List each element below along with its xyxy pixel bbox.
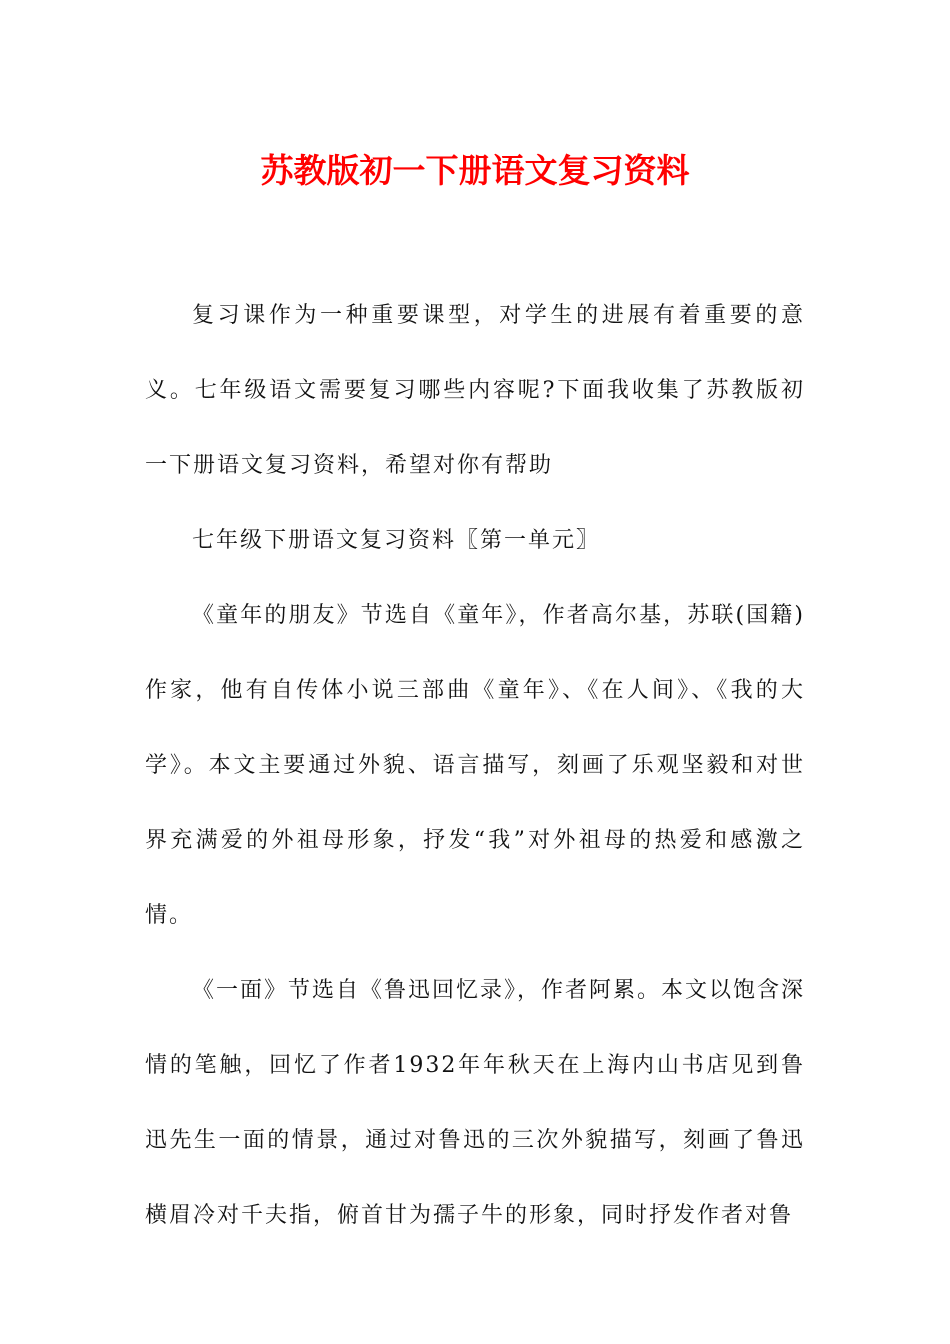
paragraph-childhood-friend: 《童年的朋友》节选自《童年》，作者高尔基，苏联(国籍)作家，他有自传体小说三部曲《童年》、《在人间》、《我的大学》。本文主要通过外貌、语言描写，刻画了乐观坚毅和对世界充满爱的外祖母形象，抒发“我”对外祖母的热爱和感激之情。 (145, 603, 805, 928)
paragraph-intro: 复习课作为一种重要课型，对学生的进展有着重要的意义。七年级语文需要复习哪些内容呢?下面我收集了苏教版初一下册语文复习资料，希望对你有帮助 (145, 303, 805, 478)
document-title: 苏教版初一下册语文复习资料 (260, 151, 690, 190)
paragraph-one-meeting: 《一面》节选自《鲁迅回忆录》，作者阿累。本文以饱含深情的笔触，回忆了作者1932年年秋天在上海内山书店见到鲁迅先生一面的情景，通过对鲁迅的三次外貌描写，刻画了鲁迅横眉冷对千夫指，俯首甘为孺子牛的形象，同时抒发作者对鲁 (145, 978, 806, 1228)
paragraph-unit-heading: 七年级下册语文复习资料〖第一单元〗 (192, 528, 601, 553)
document-body (145, 278, 805, 1253)
